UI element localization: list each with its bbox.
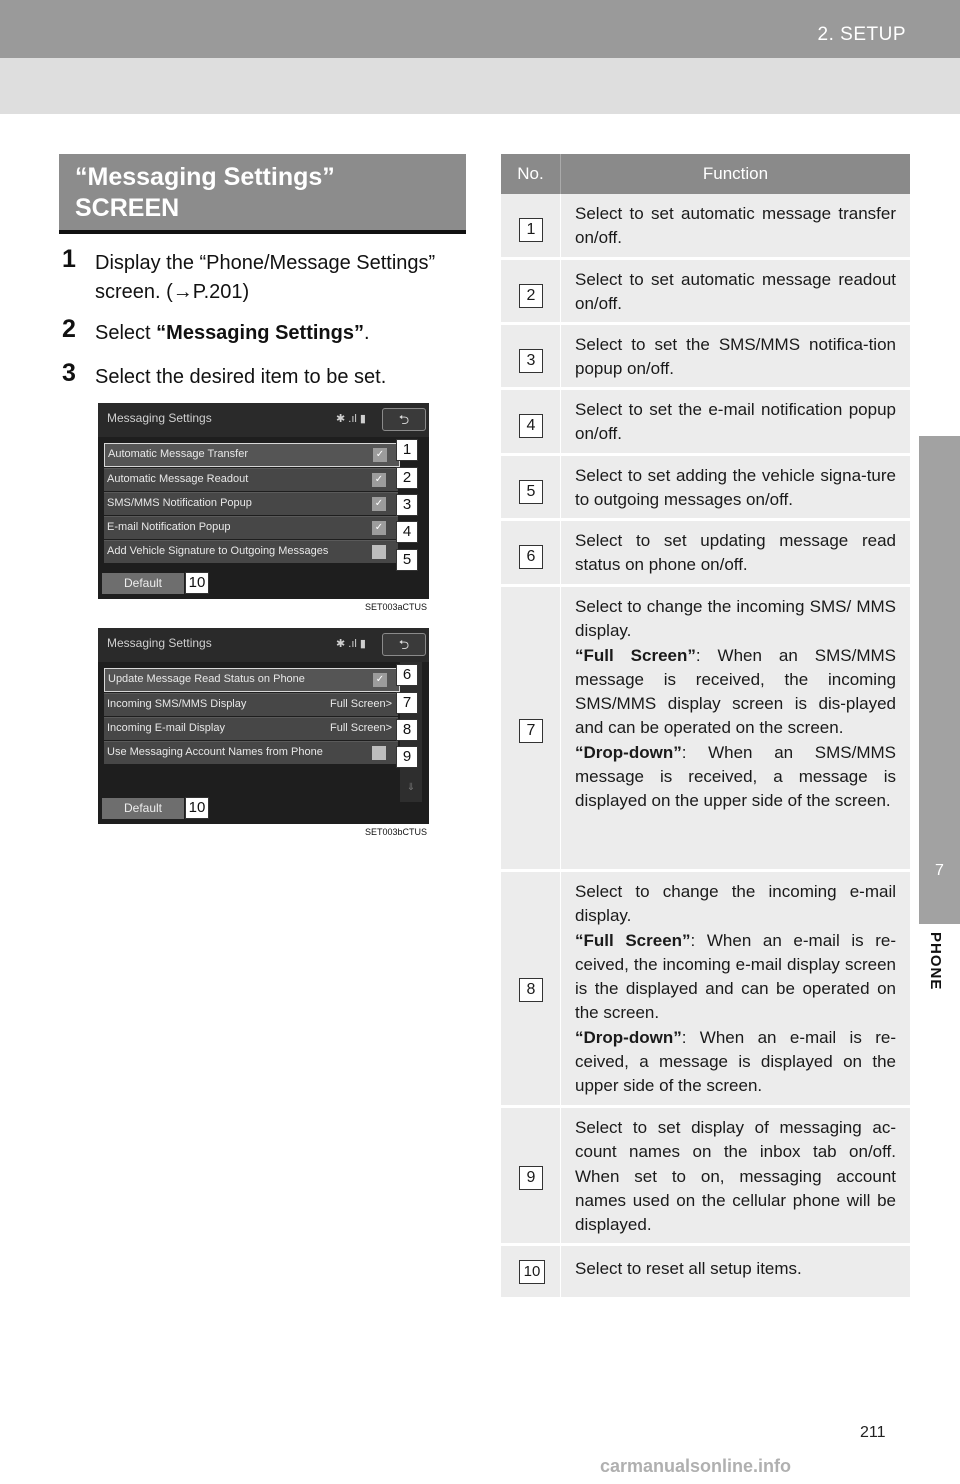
step-number: 3 <box>62 359 76 387</box>
row-number: 4 <box>519 414 543 438</box>
back-button[interactable]: ⮌ <box>382 633 426 656</box>
setting-row-email-notification-popup[interactable] <box>104 516 398 539</box>
row-function-text: Select to set display of messaging ac-count names on the inbox tab on/off. When set to on, messaging account names used on the cellular phone will be displayed. <box>575 1118 896 1235</box>
checkbox-checked-icon[interactable]: ✓ <box>373 448 387 462</box>
table-row <box>501 872 910 1108</box>
checkbox-checked-icon[interactable]: ✓ <box>372 497 386 511</box>
checkbox-unchecked-icon[interactable] <box>372 545 386 559</box>
screen-title: Messaging Settings <box>107 411 212 425</box>
setting-value: Full Screen> <box>330 722 393 734</box>
row-number: 1 <box>519 218 543 242</box>
option-text: : When an e-mail is re-ceived, a message is displayed on the upper side of the screen. <box>575 1027 896 1096</box>
row-function-text: Select to set updating message read status on phone on/off. <box>575 531 896 575</box>
screen-header <box>98 628 429 662</box>
row-number: 7 <box>519 719 543 743</box>
figure-code: SET003aCTUS <box>364 602 427 612</box>
row-function-text <box>575 880 896 1099</box>
table-row <box>501 194 910 260</box>
option-text: : When an SMS/MMS message is received, the incoming SMS/MMS display screen is dis-played and can be operated on the screen. <box>575 645 897 738</box>
table-row <box>501 521 910 587</box>
table-row <box>501 456 910 521</box>
setting-row-sms-mms-notification-popup[interactable] <box>104 492 398 515</box>
setting-label: Update Message Read Status on Phone <box>108 673 305 685</box>
row-function-text: Select to set adding the vehicle signa-ture to outgoing messages on/off. <box>575 466 896 510</box>
row-number: 6 <box>519 545 543 569</box>
table-row <box>501 587 910 872</box>
page-number: 211 <box>860 1424 886 1441</box>
settings-screenshot-1 <box>98 403 429 612</box>
option-text: : When an SMS/MMS message is received, a message is displayed on the upper side of the screen. <box>575 742 896 811</box>
checkbox-checked-icon[interactable]: ✓ <box>373 673 387 687</box>
row-function-text: Select to set the e-mail notification popup on/off. <box>575 400 896 444</box>
option-label-full-screen: “Full Screen” <box>575 930 691 950</box>
step-text-post: . <box>363 322 370 344</box>
row-number: 5 <box>519 480 543 504</box>
setting-label: Use Messaging Account Names from Phone <box>107 746 323 758</box>
callout-badge: 6 <box>396 664 418 686</box>
scroll-down-icon[interactable]: ⇓ <box>406 782 416 793</box>
step-text: Select the desired item to be set. <box>95 366 387 388</box>
callout-badge: 3 <box>396 494 418 516</box>
setting-row-incoming-email-display[interactable] <box>104 717 398 740</box>
callout-badge: 1 <box>396 439 418 461</box>
heading-line2: SCREEN <box>75 194 180 222</box>
default-button[interactable]: Default <box>102 573 184 594</box>
table-row <box>501 1246 910 1297</box>
callout-badge: 8 <box>396 719 418 741</box>
option-label-full-screen: “Full Screen” <box>575 645 696 665</box>
callout-badge: 10 <box>185 572 209 594</box>
callout-badge: 2 <box>396 467 418 489</box>
checkbox-checked-icon[interactable]: ✓ <box>372 473 386 487</box>
chapter-number: 7 <box>935 862 944 879</box>
chapter-tab <box>919 436 960 924</box>
step-text: Display the “Phone/Message Settings” screen. (→P.201) <box>95 252 436 303</box>
callout-badge: 7 <box>396 692 418 714</box>
option-label-drop-down: “Drop-down” <box>575 1027 682 1047</box>
setting-row-automatic-message-readout[interactable] <box>104 468 398 491</box>
setting-row-update-read-status[interactable] <box>104 668 400 692</box>
checkbox-checked-icon[interactable]: ✓ <box>372 521 386 535</box>
back-button[interactable]: ⮌ <box>382 408 426 431</box>
setting-label: Add Vehicle Signature to Outgoing Messages <box>107 545 329 557</box>
callout-badge: 4 <box>396 521 418 543</box>
column-header-function: Function <box>702 164 769 183</box>
chapter-label-text: PHONE <box>927 932 944 991</box>
callout-badge: 10 <box>185 797 209 819</box>
section-title: 2. SETUP <box>817 24 906 45</box>
setting-row-incoming-sms-display[interactable] <box>104 693 398 716</box>
setting-label: Automatic Message Readout <box>107 473 249 485</box>
figure-code: SET003bCTUS <box>364 827 427 837</box>
row-number: 3 <box>519 349 543 373</box>
option-label-drop-down: “Drop-down” <box>575 742 682 762</box>
row-number: 9 <box>519 1166 543 1190</box>
function-intro: Select to change the incoming SMS/ MMS display. <box>575 597 896 641</box>
column-header-no: No. <box>501 154 561 194</box>
setting-label: E-mail Notification Popup <box>107 521 231 533</box>
option-text: : When an e-mail is re-ceived, the incoming e-mail display screen is the displayed and can be operated on the screen. <box>575 930 897 1023</box>
screen-title: Messaging Settings <box>107 636 212 650</box>
function-table <box>501 154 910 1297</box>
status-icons: ✱ .ıl ▮ <box>336 638 366 650</box>
setting-label: Incoming SMS/MMS Display <box>107 698 247 710</box>
step-number: 2 <box>62 315 76 343</box>
row-function-text: Select to set the SMS/MMS notifica-tion popup on/off. <box>575 335 896 379</box>
settings-screenshot-2 <box>98 628 429 837</box>
top-header-bar <box>0 0 960 58</box>
callout-badge: 5 <box>396 549 418 571</box>
row-number: 10 <box>519 1260 545 1284</box>
table-row <box>501 390 910 456</box>
row-number: 8 <box>519 978 543 1002</box>
screen-header <box>98 403 429 437</box>
step-number: 1 <box>62 245 76 273</box>
row-function-text <box>575 595 896 814</box>
setting-label: Automatic Message Transfer <box>108 448 249 460</box>
table-header <box>501 154 910 194</box>
status-icons: ✱ .ıl ▮ <box>336 413 366 425</box>
row-function-text: Select to set automatic message transfer on/off. <box>575 204 896 248</box>
section-heading <box>59 154 466 234</box>
step-text-pre: Select <box>95 322 157 344</box>
chapter-label <box>908 932 953 1012</box>
step-text <box>95 319 475 348</box>
row-function-text: Select to set automatic message readout on/off. <box>575 270 896 314</box>
header-band <box>0 58 960 114</box>
checkbox-unchecked-icon[interactable] <box>372 746 386 760</box>
setting-row-add-vehicle-signature[interactable] <box>104 540 398 563</box>
row-number: 2 <box>519 284 543 308</box>
setting-value: Full Screen> <box>330 698 393 710</box>
table-row <box>501 1108 910 1246</box>
setting-row-automatic-message-transfer[interactable] <box>104 443 400 467</box>
heading-line1: “Messaging Settings” <box>75 163 335 191</box>
watermark: carmanualsonline.info <box>600 1456 792 1476</box>
row-function-text: Select to reset all setup items. <box>575 1259 802 1278</box>
callout-badge: 9 <box>396 746 418 768</box>
default-button[interactable]: Default <box>102 798 184 819</box>
step-text-bold: “Messaging Settings” <box>156 322 364 344</box>
setting-label: SMS/MMS Notification Popup <box>107 497 252 509</box>
table-row <box>501 325 910 390</box>
table-row <box>501 260 910 325</box>
function-intro: Select to change the incoming e-mail display. <box>575 882 896 926</box>
setting-label: Incoming E-mail Display <box>107 722 225 734</box>
setting-row-use-account-names[interactable] <box>104 741 398 764</box>
